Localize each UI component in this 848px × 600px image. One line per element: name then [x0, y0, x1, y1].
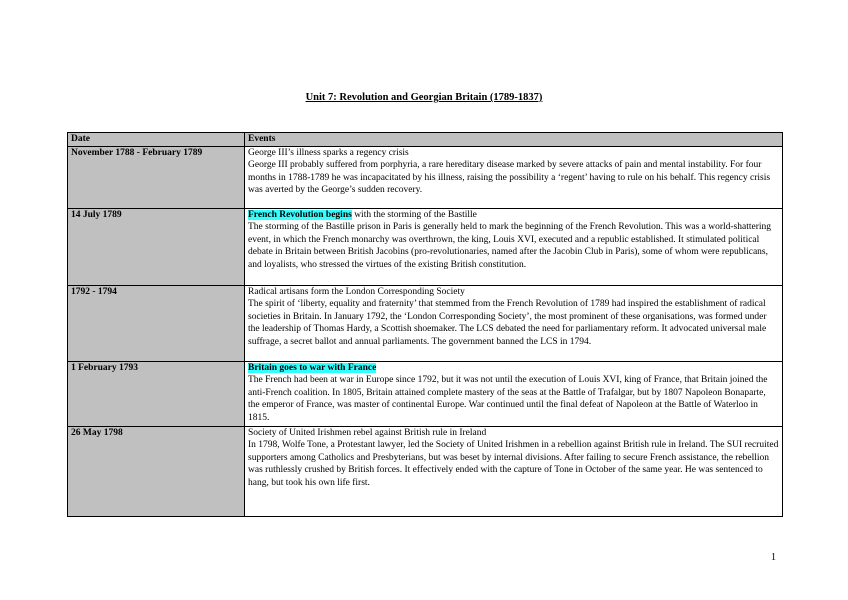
document-title: Unit 7: Revolution and Georgian Britain (1789-1837) [305, 92, 543, 103]
timeline-table [67, 132, 783, 517]
date-cell: November 1788 - February 1789 [68, 146, 245, 208]
event-cell [245, 146, 783, 208]
date-cell: 14 July 1789 [68, 208, 245, 285]
event-cell [245, 361, 783, 426]
event-cell [245, 285, 783, 361]
event-description: In 1798, Wolfe Tone, a Protestant lawyer, led the Society of United Irishmen in a rebellion against British rule in Ireland. The SUI recruited supporters among Catholics and Presbyterians, but was beset by internal divisions. After failing to secure French assistance, the rebellion was ruthlessly crushed by British forces. It effectively ended with the capture of Tone in October of the same year. He was sentenced to hang, but took his own life first. [248, 440, 779, 488]
event-description: The storming of the Bastille prison in Paris is generally held to mark the beginning of the French Revolution. This was a world-shattering event, in which the French monarchy was overthrown, the king, Louis XVI, executed and a republic established. It stimulated political debate in Britain between British Jacobins (pro-revolutionaries, named after the Jacobin Club in Paris), some of whom were republicans, and loyalists, who stressed the virtues of the existing British constitution. [248, 222, 772, 270]
event-description: George III probably suffered from porphyria, a rare hereditary disease marked by severe attacks of pain and mental instability. For four months in 1788-1789 he was incapacitated by his illness, raising the possibility a ‘regent’ having to rule on his behalf. This regency crisis was averted by the George’s sudden recovery. [248, 160, 771, 195]
event-headline-highlight: French Revolution begins [248, 209, 352, 220]
table-row [68, 285, 783, 361]
date-cell: 1 February 1793 [68, 361, 245, 426]
table-row [68, 208, 783, 285]
table-row [68, 361, 783, 426]
date-cell: 1792 - 1794 [68, 285, 245, 361]
event-description: The spirit of ‘liberty, equality and fraternity’ that stemmed from the French Revolution of 1789 had inspired the establishment of radical societies in Britain. In January 1792, the ‘London Corresponding Society’, the most prominent of these organisations, was formed under the leadership of Thomas Hardy, a Scottish shoemaker. The LCS debated the need for parliamentary reform. It advocated universal male suffrage, a secret ballot and annual parliaments. The government banned the LCS in 1794. [248, 299, 767, 347]
date-cell: 26 May 1798 [68, 426, 245, 516]
event-headline: George III’s illness sparks a regency crisis [248, 147, 409, 158]
event-cell [245, 426, 783, 516]
event-description: The French had been at war in Europe since 1792, but it was not until the execution of Louis XVI, king of France, that Britain joined the anti-French coalition. In 1805, Britain attained complete mastery of the seas at the Battle of Trafalgar, but by 1807 Napoleon Bonaparte, the emperor of France, was master of continental Europe. War continued until the final defeat of Napoleon at the Battle of Waterloo in 1815. [248, 375, 768, 423]
event-headline: Society of United Irishmen rebel against British rule in Ireland [248, 427, 487, 438]
table-header-row [68, 133, 783, 147]
event-headline: Radical artisans form the London Corresponding Society [248, 286, 465, 297]
page-number: 1 [771, 552, 776, 563]
event-cell [245, 208, 783, 285]
event-headline-highlight: Britain goes to war with France [248, 362, 377, 373]
column-header-date: Date [68, 133, 245, 147]
table-row [68, 146, 783, 208]
table-row [68, 426, 783, 516]
event-headline: with the storming of the Bastille [351, 209, 477, 220]
column-header-events: Events [245, 133, 783, 147]
